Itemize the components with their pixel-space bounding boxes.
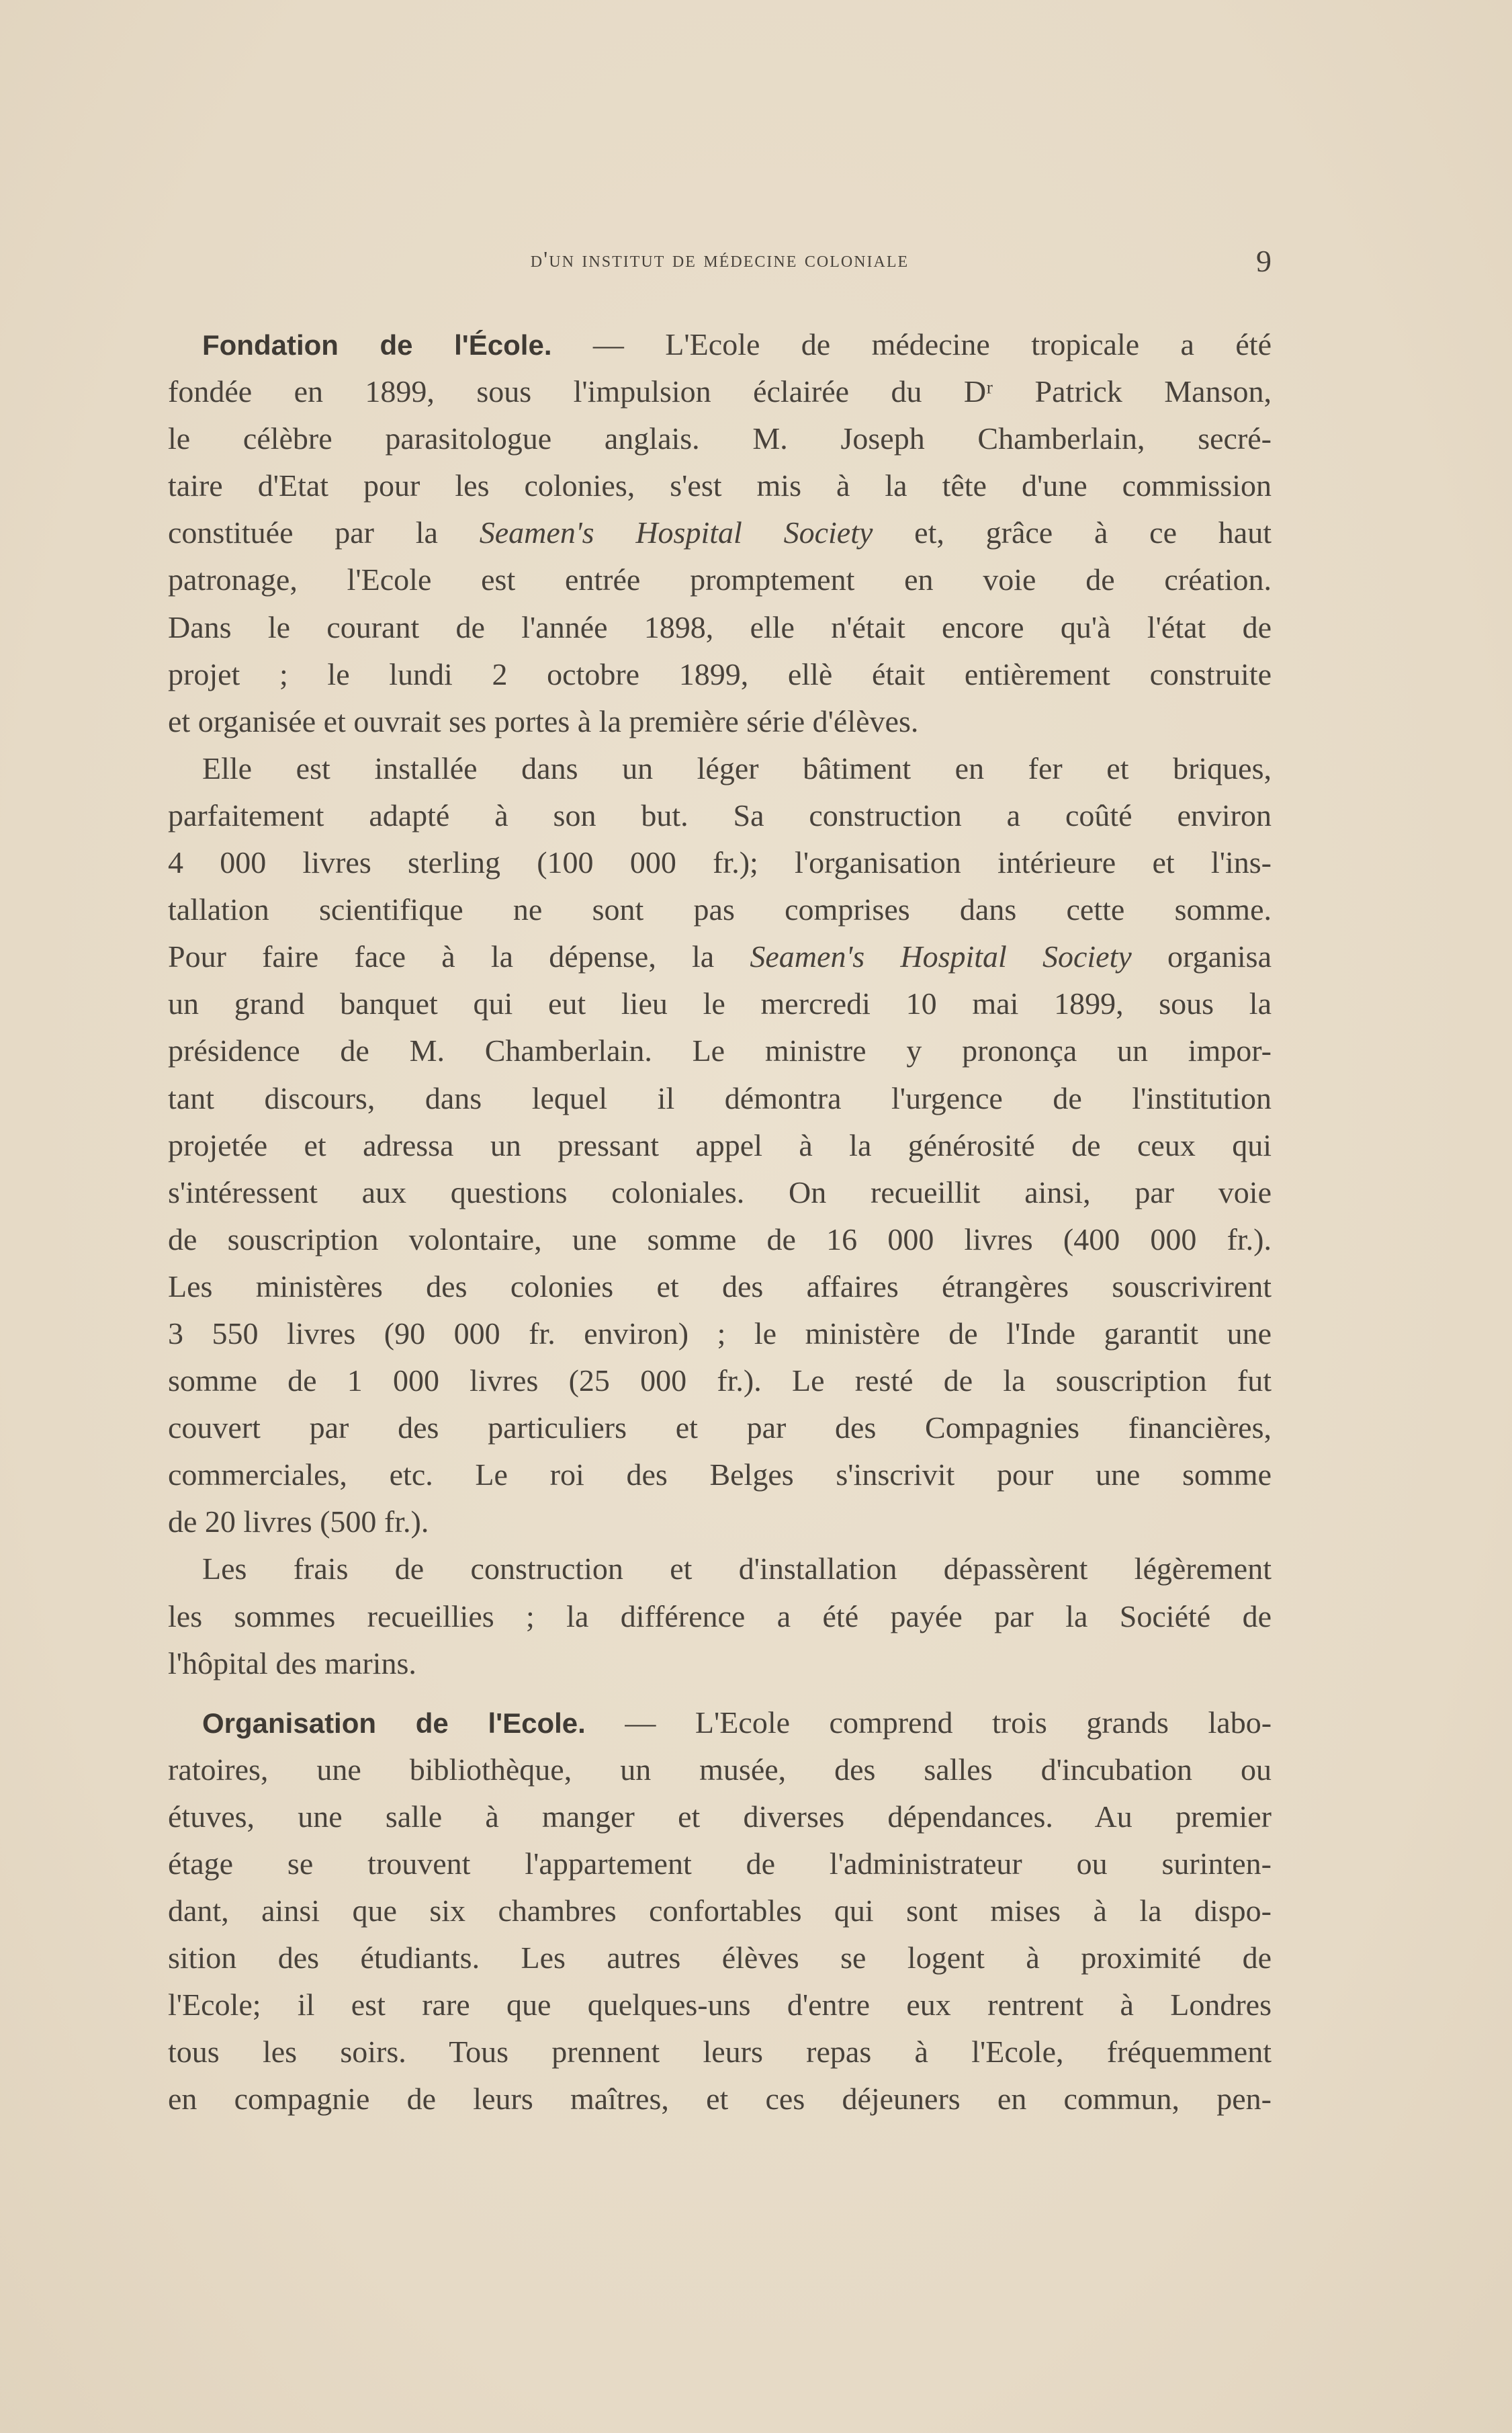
running-title: d'un institut de médecine coloniale bbox=[530, 247, 909, 272]
text-run: le célèbre parasitologue anglais. M. Joseph Chamberlain, secré- bbox=[168, 421, 1272, 456]
text-run: couvert par des particuliers et par des Compagnies financières, bbox=[168, 1410, 1272, 1445]
text-run: et, grâce à ce haut bbox=[873, 515, 1272, 550]
italic-text: Seamen's Hospital Society bbox=[750, 939, 1132, 974]
text-run: étuves, une salle à manger et diverses dépendances. Au premier bbox=[168, 1799, 1272, 1834]
text-line bbox=[168, 1593, 1272, 1640]
text-run: Elle est installée dans un léger bâtiment en fer et briques, bbox=[202, 751, 1272, 785]
text-line bbox=[168, 462, 1272, 509]
text-run: sition des étudiants. Les autres élèves se logent à proximité de bbox=[168, 1940, 1272, 1975]
text-line bbox=[168, 745, 1272, 792]
text-run: s'intéressent aux questions coloniales. On recueillit ainsi, par voie bbox=[168, 1175, 1272, 1209]
text-run: taire d'Etat pour les colonies, s'est mis à la tête d'une commission bbox=[168, 468, 1272, 503]
text-run: l'hôpital des marins. bbox=[168, 1646, 416, 1680]
page-number: 9 bbox=[1256, 244, 1272, 278]
text-line bbox=[168, 1545, 1272, 1592]
text-line bbox=[168, 1793, 1272, 1840]
text-run: 4 000 livres sterling (100 000 fr.); l'organisation intérieure et l'ins- bbox=[168, 845, 1272, 880]
text-run: commerciales, etc. Le roi des Belges s'inscrivit pour une somme bbox=[168, 1457, 1272, 1492]
text-run: dant, ainsi que six chambres confortables qui sont mises à la dispo- bbox=[168, 1893, 1272, 1928]
paragraph bbox=[168, 321, 1272, 745]
text-run: Dans le courant de l'année 1898, elle n'était encore qu'à l'état de bbox=[168, 609, 1272, 644]
text-line bbox=[168, 886, 1272, 933]
text-line bbox=[168, 1640, 1272, 1687]
text-run: Les frais de construction et d'installation dépassèrent légèrement bbox=[202, 1551, 1272, 1586]
text-run: les sommes recueillies ; la différence a été payée par la Société de bbox=[168, 1598, 1272, 1633]
section-heading: Fondation de l'École. bbox=[202, 329, 552, 361]
text-line bbox=[168, 651, 1272, 698]
text-run: projet ; le lundi 2 octobre 1899, ellè était entièrement construite bbox=[168, 656, 1272, 691]
text-line bbox=[168, 509, 1272, 556]
text-line bbox=[168, 792, 1272, 839]
section-heading: Organisation de l'Ecole. bbox=[202, 1707, 586, 1739]
text-run: tallation scientifique ne sont pas comprises dans cette somme. bbox=[168, 892, 1272, 927]
text-run: présidence de M. Chamberlain. Le ministre y prononça un impor- bbox=[168, 1033, 1272, 1068]
text-run: de souscription volontaire, une somme de 16 000 livres (400 000 fr.). bbox=[168, 1222, 1272, 1256]
text-run: en compagnie de leurs maîtres, et ces déjeuners en commun, pen- bbox=[168, 2082, 1272, 2117]
text-line bbox=[168, 1310, 1272, 1357]
text-run: tant discours, dans lequel il démontra l'urgence de l'institution bbox=[168, 1080, 1272, 1115]
text-run: 3 550 livres (90 000 fr. environ) ; le ministère de l'Inde garantit une bbox=[168, 1316, 1272, 1351]
text-line bbox=[168, 415, 1272, 462]
text-run: ratoires, une bibliothèque, un musée, des salles d'incubation ou bbox=[168, 1752, 1272, 1787]
text-run: et organisée et ouvrait ses portes à la première série d'élèves. bbox=[168, 703, 919, 738]
text-line bbox=[168, 1981, 1272, 2029]
text-run: projetée et adressa un pressant appel à la générosité de ceux qui bbox=[168, 1127, 1272, 1162]
text-line bbox=[168, 368, 1272, 415]
text-line bbox=[168, 1746, 1272, 1793]
text-run: un grand banquet qui eut lieu le mercredi 10 mai 1899, sous la bbox=[168, 986, 1272, 1021]
text-run: Les ministères des colonies et des affaires étrangères souscrivirent bbox=[168, 1269, 1272, 1304]
text-run: étage se trouvent l'appartement de l'administrateur ou surinten- bbox=[168, 1846, 1272, 1881]
paragraph bbox=[168, 745, 1272, 1546]
text-run: — L'Ecole de médecine tropicale a été bbox=[551, 327, 1272, 361]
text-run: somme de 1 000 livres (25 000 fr.). Le resté de la souscription fut bbox=[168, 1363, 1272, 1398]
text-line bbox=[168, 1498, 1272, 1545]
text-line bbox=[168, 933, 1272, 980]
text-line bbox=[168, 1169, 1272, 1216]
text-run: organisa bbox=[1131, 939, 1272, 974]
text-run: — L'Ecole comprend trois grands labo- bbox=[585, 1705, 1272, 1740]
text-line bbox=[168, 1840, 1272, 1887]
text-line bbox=[168, 1122, 1272, 1169]
text-line bbox=[168, 839, 1272, 886]
text-run: fondée en 1899, sous l'impulsion éclairée du Dʳ Patrick Manson, bbox=[168, 374, 1272, 409]
text-run: tous les soirs. Tous prennent leurs repas à l'Ecole, fréquemment bbox=[168, 2035, 1272, 2069]
paragraph bbox=[168, 1545, 1272, 1687]
text-line bbox=[168, 1357, 1272, 1404]
text-line bbox=[168, 1027, 1272, 1074]
text-run: constituée par la bbox=[168, 515, 480, 550]
text-line bbox=[168, 980, 1272, 1027]
text-run: patronage, l'Ecole est entrée promptement en voie de création. bbox=[168, 562, 1272, 597]
text-line bbox=[168, 1887, 1272, 1934]
text-line bbox=[168, 2076, 1272, 2123]
text-line bbox=[168, 1075, 1272, 1122]
text-run: parfaitement adapté à son but. Sa construction a coûté environ bbox=[168, 798, 1272, 833]
text-line bbox=[168, 321, 1272, 368]
text-line bbox=[168, 1699, 1272, 1746]
text-run: de 20 livres (500 fr.). bbox=[168, 1504, 429, 1539]
text-line bbox=[168, 1263, 1272, 1310]
running-head bbox=[168, 243, 1272, 277]
text-line bbox=[168, 698, 1272, 745]
body-text bbox=[168, 321, 1272, 2123]
text-run: Pour faire face à la dépense, la bbox=[168, 939, 750, 974]
text-line bbox=[168, 1216, 1272, 1263]
text-line bbox=[168, 1451, 1272, 1498]
text-line bbox=[168, 1404, 1272, 1451]
paragraph bbox=[168, 1699, 1272, 2123]
text-line bbox=[168, 2029, 1272, 2076]
italic-text: Seamen's Hospital Society bbox=[479, 515, 873, 550]
text-run: l'Ecole; il est rare que quelques-uns d'entre eux rentrent à Londres bbox=[168, 1988, 1272, 2022]
text-line bbox=[168, 1934, 1272, 1981]
text-line bbox=[168, 604, 1272, 651]
text-line bbox=[168, 556, 1272, 603]
